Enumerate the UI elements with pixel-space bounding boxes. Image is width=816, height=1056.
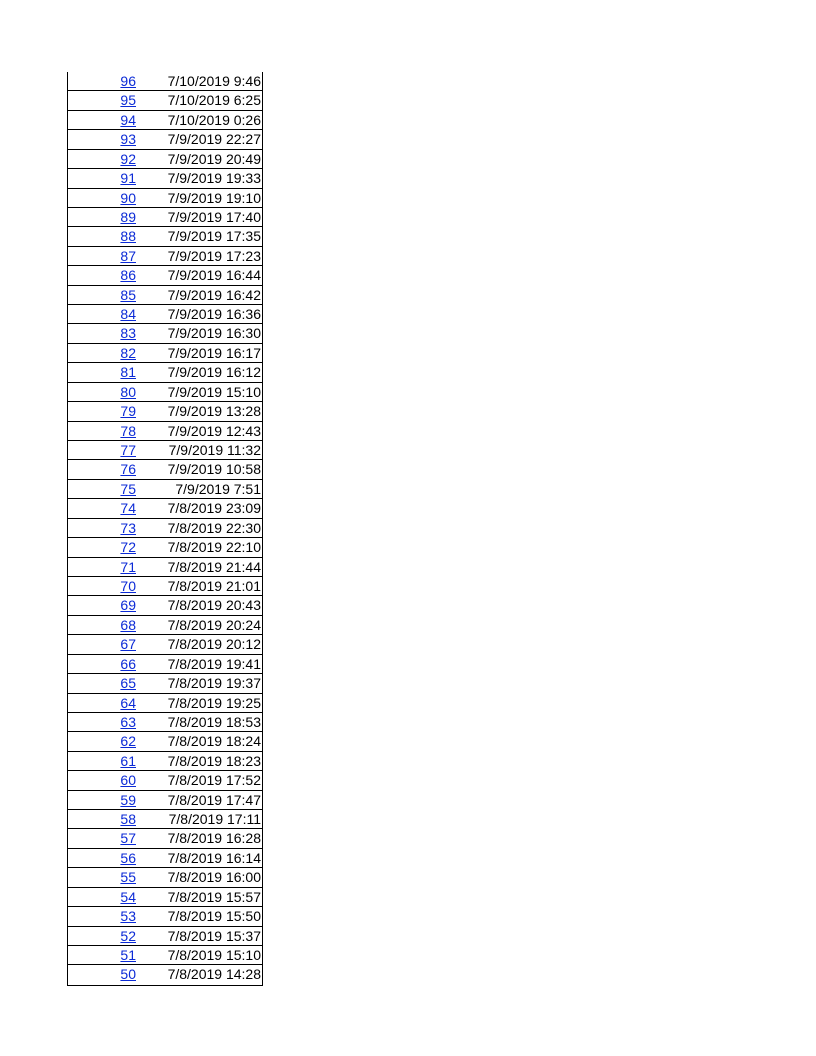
id-link[interactable]: 62 [120,733,136,750]
id-link[interactable]: 85 [120,286,136,303]
id-cell [68,732,136,750]
id-link[interactable]: 89 [120,208,136,225]
id-cell [68,635,136,653]
id-cell [68,402,136,420]
table-row [68,907,262,926]
table-row [68,150,262,169]
id-cell [68,324,136,342]
timestamp-cell: 7/10/2019 6:25 [167,92,261,109]
table-row [68,266,262,285]
table-row [68,286,262,305]
id-cell [68,694,136,712]
timestamp-cell: 7/8/2019 14:28 [167,966,261,983]
table-row [68,480,262,499]
id-link[interactable]: 94 [120,111,136,128]
id-link[interactable]: 76 [120,461,136,478]
table-row [68,732,262,751]
timestamp-cell: 7/9/2019 16:36 [167,306,261,323]
id-link[interactable]: 56 [120,849,136,866]
id-link[interactable]: 70 [120,577,136,594]
id-cell [68,227,136,245]
id-cell [68,810,136,828]
table-row [68,538,262,557]
id-cell [68,266,136,284]
table-row [68,655,262,674]
id-link[interactable]: 81 [120,364,136,381]
id-link[interactable]: 63 [120,713,136,730]
table-row [68,422,262,441]
id-link[interactable]: 67 [120,636,136,653]
id-cell [68,422,136,440]
table-row [68,189,262,208]
id-link[interactable]: 61 [120,752,136,769]
id-link[interactable]: 80 [120,383,136,400]
timestamp-cell: 7/9/2019 7:51 [175,480,261,497]
table-row [68,810,262,829]
id-link[interactable]: 91 [120,170,136,187]
timestamp-cell: 7/10/2019 9:46 [167,73,261,89]
id-link[interactable]: 57 [120,830,136,847]
timestamp-cell: 7/10/2019 0:26 [167,111,261,128]
timestamp-cell: 7/8/2019 20:24 [167,616,261,633]
id-link[interactable]: 73 [120,519,136,536]
timestamp-cell: 7/9/2019 20:49 [167,150,261,167]
id-cell [68,538,136,556]
id-cell [68,868,136,886]
id-cell [68,946,136,964]
timestamp-table [67,72,263,986]
timestamp-cell: 7/9/2019 10:58 [167,461,261,478]
id-link[interactable]: 71 [120,558,136,575]
table-row [68,441,262,460]
timestamp-cell: 7/8/2019 17:47 [167,791,261,808]
timestamp-cell: 7/8/2019 22:30 [167,519,261,536]
timestamp-cell: 7/8/2019 16:00 [167,869,261,886]
timestamp-cell: 7/8/2019 17:11 [168,811,261,828]
table-row [68,946,262,965]
id-link[interactable]: 78 [120,422,136,439]
table-row [68,208,262,227]
timestamp-cell: 7/9/2019 17:40 [167,208,261,225]
id-link[interactable]: 92 [120,150,136,167]
id-link[interactable]: 75 [120,480,136,497]
timestamp-cell: 7/8/2019 15:50 [167,908,261,925]
id-cell [68,305,136,323]
id-link[interactable]: 86 [120,267,136,284]
timestamp-cell: 7/8/2019 15:37 [167,927,261,944]
id-cell [68,460,136,478]
table-row [68,169,262,188]
timestamp-cell: 7/8/2019 19:25 [167,694,261,711]
table-row [68,227,262,246]
id-cell [68,91,136,109]
table-row [68,752,262,771]
id-cell [68,907,136,925]
timestamp-cell: 7/9/2019 17:35 [167,228,261,245]
table-row [68,402,262,421]
timestamp-cell: 7/8/2019 18:23 [167,752,261,769]
id-link[interactable]: 54 [120,888,136,905]
table-row [68,771,262,790]
id-link[interactable]: 69 [120,597,136,614]
table-row [68,694,262,713]
table-row [68,577,262,596]
id-cell [68,674,136,692]
timestamp-cell: 7/9/2019 15:10 [167,383,261,400]
table-row [68,324,262,343]
id-link[interactable]: 53 [120,908,136,925]
timestamp-cell: 7/9/2019 16:30 [167,325,261,342]
table-row [68,868,262,887]
timestamp-cell: 7/8/2019 20:12 [167,636,261,653]
id-link[interactable]: 68 [120,616,136,633]
id-cell [68,130,136,148]
id-cell [68,344,136,362]
id-cell [68,480,136,498]
timestamp-cell: 7/9/2019 22:27 [167,131,261,148]
table-row [68,363,262,382]
id-link[interactable]: 72 [120,539,136,556]
timestamp-cell: 7/8/2019 20:43 [167,597,261,614]
table-row [68,499,262,518]
id-cell [68,383,136,401]
table-row [68,713,262,732]
id-cell [68,655,136,673]
id-cell [68,616,136,634]
id-cell [68,577,136,595]
table-row [68,616,262,635]
table-row [68,519,262,538]
id-cell [68,752,136,770]
timestamp-cell: 7/8/2019 17:52 [167,772,261,789]
id-cell [68,189,136,207]
id-link[interactable]: 84 [120,306,136,323]
table-row [68,91,262,110]
table-row [68,888,262,907]
table-row [68,383,262,402]
id-cell [68,927,136,945]
id-link[interactable]: 93 [120,131,136,148]
timestamp-cell: 7/9/2019 17:23 [167,247,261,264]
id-link[interactable]: 74 [120,500,136,517]
timestamp-cell: 7/8/2019 22:10 [167,539,261,556]
timestamp-cell: 7/8/2019 18:53 [167,713,261,730]
table-row [68,674,262,693]
timestamp-cell: 7/8/2019 21:44 [167,558,261,575]
id-cell [68,72,136,90]
table-row [68,305,262,324]
timestamp-cell: 7/9/2019 19:10 [167,189,261,206]
id-link[interactable]: 90 [120,189,136,206]
timestamp-cell: 7/9/2019 13:28 [167,403,261,420]
id-cell [68,247,136,265]
id-cell [68,363,136,381]
timestamp-cell: 7/9/2019 16:44 [167,267,261,284]
id-cell [68,596,136,614]
id-link[interactable]: 58 [120,811,136,828]
table-row [68,791,262,810]
id-cell [68,965,136,984]
timestamp-cell: 7/9/2019 16:12 [167,364,261,381]
table-row [68,849,262,868]
id-cell [68,499,136,517]
id-link[interactable]: 51 [120,946,136,963]
id-cell [68,558,136,576]
id-link[interactable]: 66 [120,655,136,672]
timestamp-cell: 7/9/2019 19:33 [167,170,261,187]
id-cell [68,771,136,789]
timestamp-cell: 7/8/2019 16:28 [167,830,261,847]
id-link[interactable]: 82 [120,344,136,361]
id-link[interactable]: 60 [120,772,136,789]
id-cell [68,713,136,731]
table-row [68,596,262,615]
timestamp-cell: 7/9/2019 12:43 [167,422,261,439]
id-link[interactable]: 59 [120,791,136,808]
id-cell [68,849,136,867]
id-link[interactable]: 95 [120,92,136,109]
id-cell [68,286,136,304]
id-cell [68,888,136,906]
timestamp-cell: 7/8/2019 23:09 [167,500,261,517]
timestamp-cell: 7/8/2019 19:41 [167,655,261,672]
id-link[interactable]: 96 [120,73,136,89]
timestamp-cell: 7/9/2019 16:42 [167,286,261,303]
table-row [68,111,262,130]
table-row [68,247,262,266]
id-link[interactable]: 83 [120,325,136,342]
timestamp-cell: 7/8/2019 19:37 [167,675,261,692]
timestamp-cell: 7/9/2019 11:32 [168,442,261,459]
timestamp-cell: 7/8/2019 15:57 [167,888,261,905]
id-cell [68,150,136,168]
table-row [68,460,262,479]
timestamp-cell: 7/8/2019 18:24 [167,733,261,750]
id-cell [68,829,136,847]
table-row [68,344,262,363]
id-link[interactable]: 79 [120,403,136,420]
table-row [68,829,262,848]
table-row [68,927,262,946]
table-row [68,965,262,984]
id-link[interactable]: 64 [120,694,136,711]
timestamp-cell: 7/8/2019 16:14 [167,849,261,866]
id-link[interactable]: 87 [120,247,136,264]
id-cell [68,519,136,537]
timestamp-cell: 7/8/2019 21:01 [167,577,261,594]
id-cell [68,441,136,459]
table-row [68,72,262,91]
table-row [68,558,262,577]
table-row [68,635,262,654]
id-cell [68,111,136,129]
id-cell [68,791,136,809]
id-link[interactable]: 77 [120,442,136,459]
id-link[interactable]: 50 [120,966,136,983]
table-row [68,130,262,149]
timestamp-cell: 7/9/2019 16:17 [167,344,261,361]
id-cell [68,208,136,226]
id-cell [68,169,136,187]
id-link[interactable]: 88 [120,228,136,245]
timestamp-cell: 7/8/2019 15:10 [167,946,261,963]
id-link[interactable]: 55 [120,869,136,886]
id-link[interactable]: 52 [120,927,136,944]
id-link[interactable]: 65 [120,675,136,692]
